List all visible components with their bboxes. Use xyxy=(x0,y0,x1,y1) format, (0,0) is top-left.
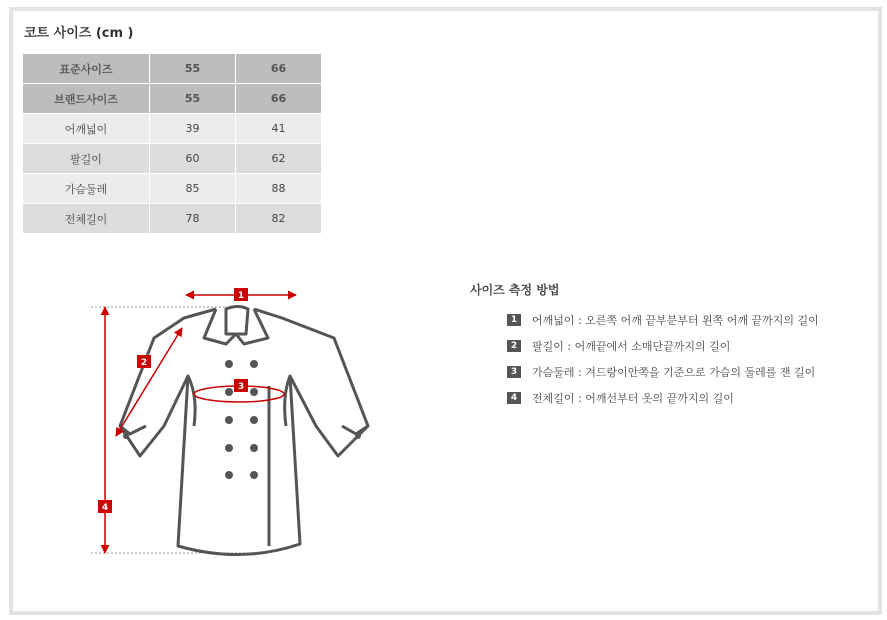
coat-buttons xyxy=(123,360,361,479)
row-label: 가슴둘레 xyxy=(23,174,150,204)
method-text: 전체길이 : 어깨선부터 옷의 끝까지의 길이 xyxy=(532,392,734,405)
marker-4 xyxy=(98,500,112,513)
size-value: 39 xyxy=(150,114,236,144)
number-badge: 3 xyxy=(507,366,521,378)
table-row xyxy=(23,174,322,204)
row-label: 브랜드사이즈 xyxy=(23,84,150,114)
measurement-method-list xyxy=(507,307,819,411)
marker-label: 2 xyxy=(140,358,148,368)
method-text: 가슴둘레 : 겨드랑이안쪽을 기준으로 가슴의 둘레를 잰 길이 xyxy=(532,366,816,379)
table-row xyxy=(23,204,322,234)
size-value: 88 xyxy=(236,174,322,204)
size-value: 60 xyxy=(150,144,236,174)
size-value: 62 xyxy=(236,144,322,174)
size-value: 78 xyxy=(150,204,236,234)
marker-label: 4 xyxy=(101,503,109,513)
table-row xyxy=(23,54,322,84)
measurement-method-title: 사이즈 측정 방법 xyxy=(470,283,560,297)
table-row xyxy=(23,84,322,114)
row-label: 팔길이 xyxy=(23,144,150,174)
size-value: 41 xyxy=(236,114,322,144)
number-badge: 2 xyxy=(507,340,521,352)
marker-2 xyxy=(137,355,151,368)
number-badge: 4 xyxy=(507,392,521,404)
list-item xyxy=(507,385,819,411)
number-badge: 1 xyxy=(507,314,521,326)
size-table xyxy=(23,54,322,234)
list-item xyxy=(507,307,819,333)
size-value: 66 xyxy=(236,84,322,114)
marker-label: 3 xyxy=(237,382,245,392)
list-item xyxy=(507,359,819,385)
size-value: 85 xyxy=(150,174,236,204)
list-item xyxy=(507,333,819,359)
size-value: 82 xyxy=(236,204,322,234)
coat-diagram xyxy=(86,276,376,566)
page-title: 코트 사이즈 (cm ) xyxy=(24,26,134,41)
marker-3 xyxy=(234,379,248,392)
sleeve-length-arrow xyxy=(116,328,182,436)
row-label: 전체길이 xyxy=(23,204,150,234)
row-label: 표준사이즈 xyxy=(23,54,150,84)
method-text: 팔길이 : 어깨끝에서 소매단끝까지의 길이 xyxy=(532,340,731,353)
size-value: 55 xyxy=(150,84,236,114)
row-label: 어깨넓이 xyxy=(23,114,150,144)
table-row xyxy=(23,114,322,144)
coat-outline xyxy=(120,307,368,555)
marker-1 xyxy=(234,288,248,301)
size-value: 66 xyxy=(236,54,322,84)
table-row xyxy=(23,144,322,174)
size-value: 55 xyxy=(150,54,236,84)
method-text: 어깨넓이 : 오른쪽 어깨 끝부분부터 왼쪽 어깨 끝까지의 길이 xyxy=(532,314,819,327)
marker-label: 1 xyxy=(237,291,245,301)
